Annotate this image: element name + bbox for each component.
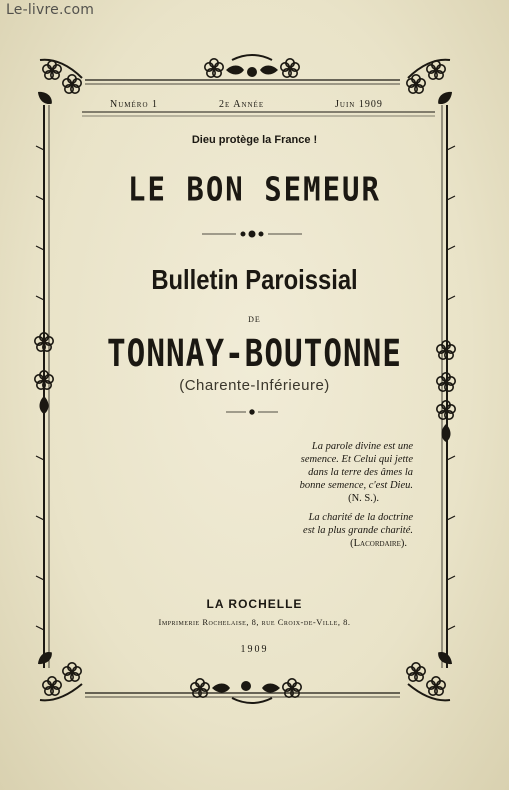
issue-volume: 2e Année <box>219 99 265 110</box>
bulletin-subtitle: Bulletin Paroissial <box>151 264 358 295</box>
quote-line: La charité de la doctrine <box>308 512 413 523</box>
quote-line: est la plus grande charité. <box>303 525 413 536</box>
department-name: (Charente-Inférieure) <box>179 377 330 394</box>
motto: Dieu protège la France ! <box>191 134 318 146</box>
printer-city: LA ROCHELLE <box>206 597 303 611</box>
corner-ornament-top-left <box>35 60 82 107</box>
quote-line: bonne semence, c'est Dieu. <box>299 480 413 491</box>
corner-ornament-top-right <box>407 60 455 107</box>
top-garland <box>205 55 299 77</box>
preposition: DE <box>248 315 261 324</box>
title-divider <box>202 231 302 237</box>
journal-title: LE BON SEMEUR <box>128 169 381 209</box>
quote-line: dans la terre des âmes la <box>308 467 413 478</box>
department-divider <box>226 410 278 414</box>
issue-number: Numéro 1 <box>110 99 159 110</box>
corner-ornament-bottom-left <box>35 649 82 700</box>
quote-scripture <box>238 440 413 505</box>
printer-address: Imprimerie Rochelaise, 8, rue Croix-de-Ville, 8. <box>158 617 351 627</box>
issue-date: Juin 1909 <box>335 99 383 110</box>
quote-line: semence. Et Celui qui jette <box>300 454 413 465</box>
quote-attribution: (Lacordaire). <box>350 538 407 549</box>
publication-year: 1909 <box>240 644 269 655</box>
quote-line: La parole divine est une <box>311 441 413 452</box>
town-name: TONNAY-BOUTONNE <box>107 332 402 376</box>
bottom-garland <box>191 679 301 703</box>
quote-attribution: (N. S.). <box>348 493 379 504</box>
quote-lacordaire <box>238 511 413 550</box>
corner-ornament-bottom-right <box>407 649 455 700</box>
watermark: Le-livre.com <box>6 2 95 18</box>
